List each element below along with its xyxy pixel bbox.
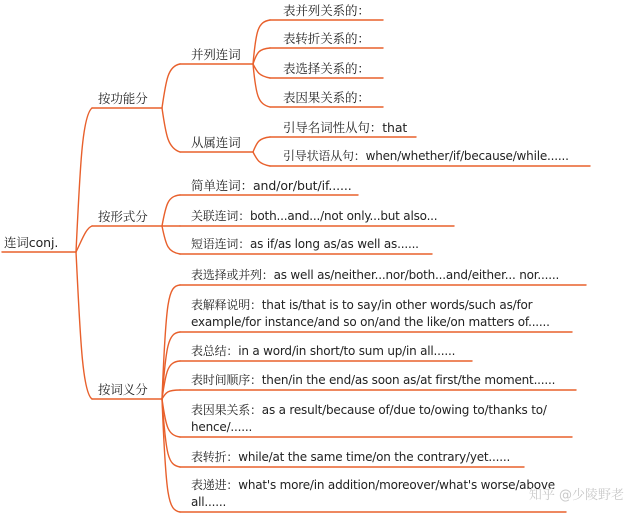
connector-coord-3	[253, 64, 270, 78]
connector-sub-1	[253, 137, 270, 152]
connector-coord-4	[253, 64, 270, 107]
sub-item: 引导状语从句：when/whether/if/because/while......	[283, 149, 569, 163]
meaning-item: 表时间顺序：then/in the end/as soon as/at first/the moment......	[191, 373, 556, 387]
meaning-item: 表因果关系：as a result/because of/due to/owing to/thanks to/	[191, 403, 547, 417]
connector-form-3	[162, 226, 180, 254]
root-connector-function	[76, 108, 92, 252]
branch-form: 按形式分	[98, 209, 148, 224]
connector-subordinating	[162, 108, 180, 152]
coord-item: 表选择关系的：	[283, 61, 370, 76]
connector-sub-2	[253, 152, 270, 166]
coord-item: 表转折关系的：	[283, 31, 370, 46]
branch-meaning: 按词义分	[98, 382, 148, 397]
coord-item: 表因果关系的：	[283, 90, 370, 105]
root-connector-meaning	[76, 252, 92, 399]
meaning-item: 表转折：while/at the same time/on the contrary/yet......	[191, 450, 511, 464]
root-node: 连词conj.	[4, 235, 59, 250]
group-coordinating: 并列连词	[191, 47, 241, 62]
meaning-item-cont: all......	[191, 495, 227, 509]
meaning-item: 表选择或并列：as well as/neither...nor/both...and/either... nor......	[191, 268, 560, 282]
group-subordinating: 从属连词	[191, 135, 241, 150]
connector-coordinating	[162, 64, 180, 108]
coord-item: 表并列关系的：	[283, 3, 370, 18]
form-item: 简单连词：and/or/but/if......	[191, 178, 352, 193]
form-item: 短语连词：as if/as long as/as well as......	[191, 237, 419, 251]
connector-coord-2	[253, 48, 270, 64]
meaning-item: 表总结：in a word/in short/to sum up/in all......	[191, 344, 456, 358]
meaning-item-cont: hence/......	[191, 420, 253, 434]
connector-meaning-4	[162, 390, 180, 399]
branch-function: 按功能分	[98, 91, 148, 106]
form-item: 关联连词：both...and.../not only...but also...	[191, 209, 438, 223]
root-connector-form	[76, 226, 92, 252]
meaning-item: 表解释说明：that is/that is to say/in other words/such as/for	[191, 298, 533, 312]
connector-form-1	[162, 195, 180, 226]
sub-item: 引导名词性从句：that	[283, 120, 408, 135]
meaning-item: 表递进：what's more/in addition/moreover/what's worse/above	[191, 478, 555, 492]
meaning-item-cont: example/for instance/and so on/and the like/on matters of......	[191, 315, 550, 329]
watermark: 知乎 @少陵野老	[528, 488, 624, 503]
